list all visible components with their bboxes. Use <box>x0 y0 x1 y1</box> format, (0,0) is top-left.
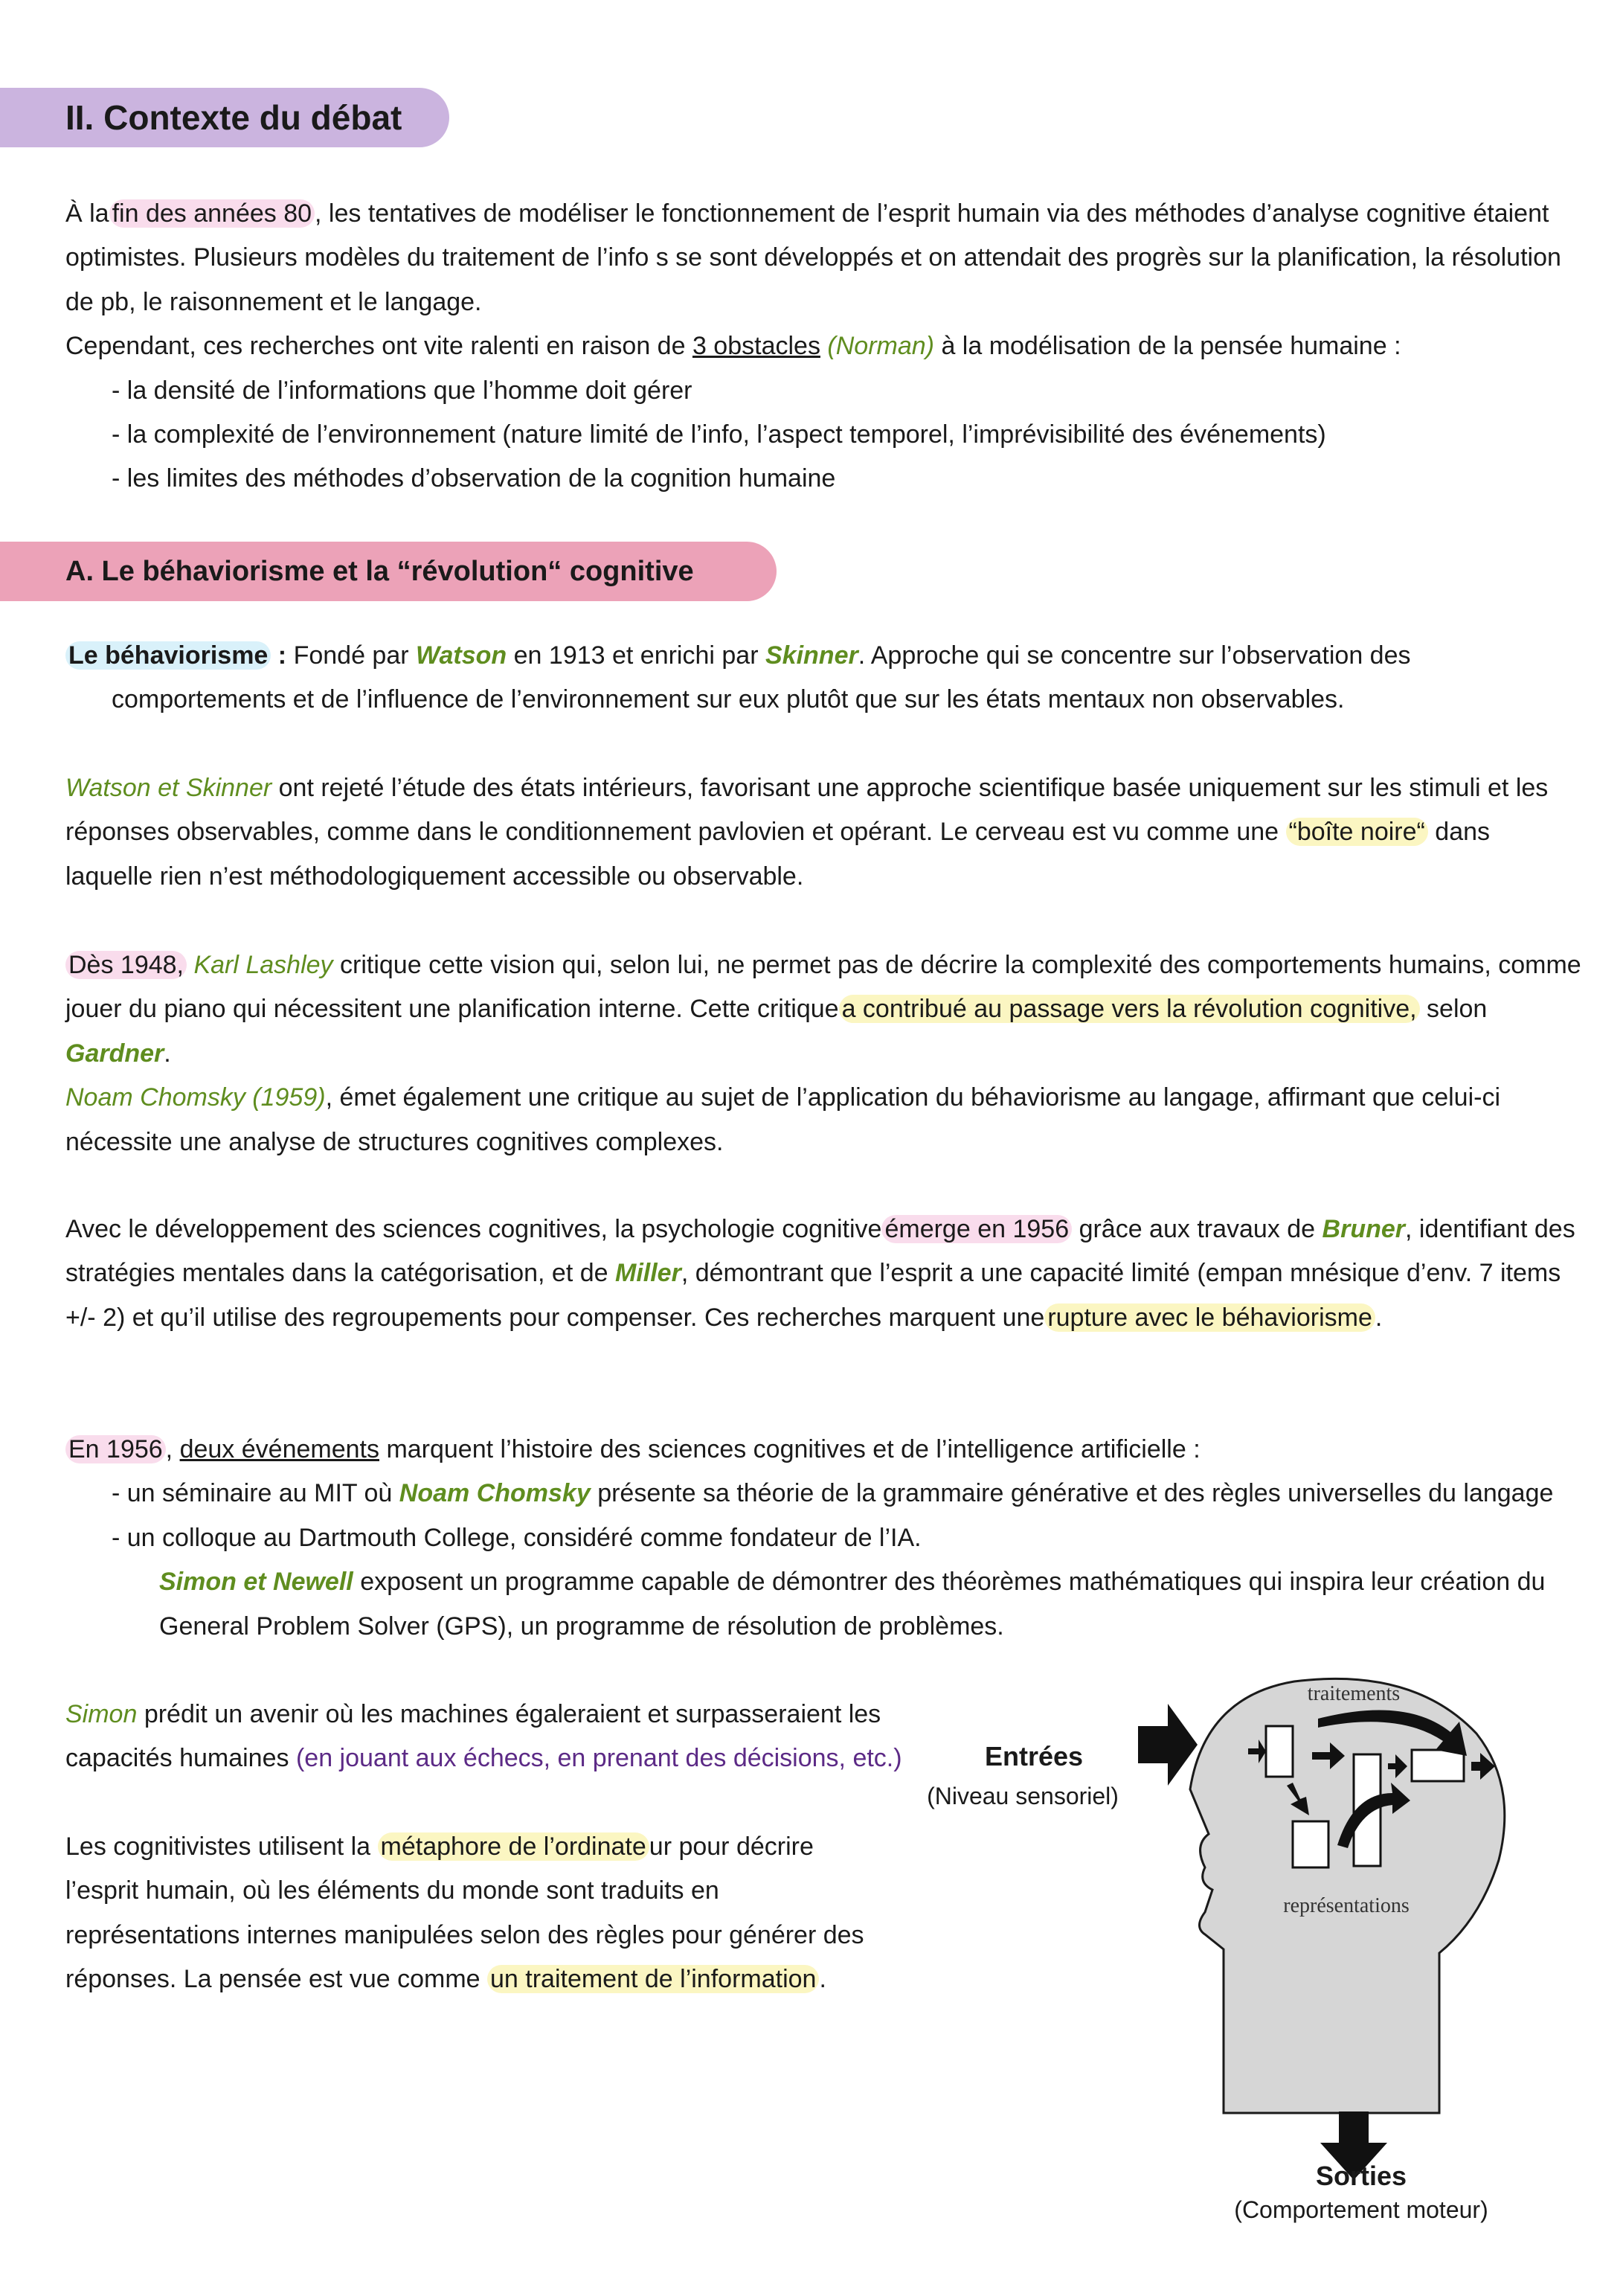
section-heading <box>0 88 449 147</box>
text: Fondé par <box>293 641 409 670</box>
text: , émet également une critique au sujet de l’application du béhaviorisme au langage, affirmant que celui-ci nécessite une analyse de structures cognitives complexes. <box>65 1083 1501 1156</box>
event-item: - un colloque au Dartmouth College, considéré comme fondateur de l’IA. <box>112 1523 922 1552</box>
outputs-sublabel: (Comportement moteur) <box>1234 2196 1488 2223</box>
metaphor-block <box>65 1825 876 2002</box>
text: ont rejeté l’étude des états intérieurs, favorisant une approche scientifique basée uniquement sur les stimuli et les réponses observables, comme dans le conditionnement pavlovien et opérant. Le cerveau est vu comme une <box>65 774 1549 847</box>
subsection-heading <box>0 542 777 601</box>
text: Cependant, ces recherches ont vite ralenti en raison de <box>65 332 686 361</box>
text: , les tentatives de modéliser le fonctionnement de l’esprit humain via des méthodes d’analyse cognitive étaient optimistes. Plusieurs modèles du traitement de l’info s se sont développés et on attendait des progrès sur la planification, la résolution de pb, le raisonnement et le langage. <box>65 199 1561 316</box>
text: exposent un programme capable de démontrer des théorèmes mathématiques qui inspira leur création du General Problem Solver (GPS), un programme de résolution de problèmes. <box>159 1568 1546 1641</box>
underlined-text: deux événements <box>179 1435 379 1463</box>
intro-paragraph <box>65 192 1583 324</box>
processing-label: traitements <box>1307 1682 1401 1705</box>
highlight-yellow: métaphore de l’ordinate <box>378 1832 649 1861</box>
watson-skinner-paragraph <box>65 766 1583 899</box>
author-ref: Watson <box>416 641 507 670</box>
obstacles-paragraph <box>65 324 1583 368</box>
text: critique cette vision qui, selon lui, ne permet pas de décrire la complexité des comportements humains, comme jouer du piano qui nécessitent une planification interne. Cette critique <box>65 951 1581 1024</box>
simon-block <box>65 1693 958 1781</box>
text: , démontrant que l’esprit a une capacité limité (empan mnésique d’env. 7 items +/- 2) et qu’il utilise des regroupements pour compenser. Ces recherches marquent une <box>65 1259 1561 1332</box>
representations-label: représentations <box>1283 1894 1410 1917</box>
author-ref: Noam Chomsky <box>399 1479 591 1508</box>
author-ref: Miller <box>615 1259 681 1288</box>
intro-block <box>65 192 1583 501</box>
text: , <box>165 1435 173 1463</box>
simon-paragraph <box>65 1693 958 1781</box>
chomsky-paragraph <box>65 1076 1583 1164</box>
examples-text: (en jouant aux échecs, en prenant des décisions, etc.) <box>295 1744 902 1773</box>
author-ref: Bruner <box>1322 1215 1406 1243</box>
representation-box <box>1412 1750 1464 1781</box>
input-arrow-icon <box>1138 1704 1198 1786</box>
lashley-paragraph <box>65 943 1583 1076</box>
text: À la <box>65 199 109 228</box>
text: prédit un avenir où les machines égaleraient et surpasseraient les capacités humaines <box>65 1700 881 1773</box>
events-intro <box>65 1428 1583 1472</box>
highlight-pink: En 1956 <box>65 1435 166 1463</box>
inputs-sublabel: (Niveau sensoriel) <box>927 1783 1119 1809</box>
author-ref: Simon et Newell <box>159 1568 353 1597</box>
text: . <box>819 1965 826 1994</box>
psycho-paragraph <box>65 1208 1583 1340</box>
bullet-item: - la complexité de l’environnement (nature limité de l’info, l’aspect temporel, l’imprévisibilité des événements) <box>112 420 1326 449</box>
events-block <box>65 1428 1583 1649</box>
event-item <box>65 1472 1583 1516</box>
text: - un séminaire au MIT où <box>112 1479 393 1508</box>
definition-term: Le béhaviorisme <box>65 641 271 670</box>
text: . <box>164 1039 171 1068</box>
author-ref: Simon <box>65 1700 138 1728</box>
text: présente sa théorie de la grammaire générative et des règles universelles du langage <box>597 1479 1554 1508</box>
author-ref: Noam Chomsky (1959) <box>65 1083 326 1112</box>
author-ref: Gardner <box>65 1039 164 1068</box>
subsection-title: A. Le béhaviorisme et la “révolution“ cognitive <box>65 555 694 587</box>
simon-newell-paragraph <box>65 1560 1583 1649</box>
author-ref: Watson et Skinner <box>65 774 272 802</box>
outputs-label: Sorties <box>1315 2161 1407 2191</box>
text: à la modélisation de la pensée humaine : <box>941 332 1401 361</box>
text: ur pour décrire l’esprit humain, où les éléments du monde sont traduits en représentations internes manipulées selon des règles pour générer des réponses. La pensée est vue comme <box>65 1832 864 1994</box>
highlight-pink: Dès 1948, <box>65 951 187 979</box>
text: dans laquelle rien n’est méthodologiquement accessible ou observable. <box>65 818 1491 891</box>
inputs-label: Entrées <box>984 1741 1084 1771</box>
highlight-pink: émerge en 1956 <box>881 1215 1072 1243</box>
text: selon <box>1427 995 1488 1024</box>
text: Avec le développement des sciences cognitives, la psychologie cognitive <box>65 1215 882 1243</box>
section-title: II. Contexte du débat <box>65 98 402 137</box>
psycho-block <box>65 1208 1583 1340</box>
representation-box <box>1266 1726 1293 1777</box>
author-ref: Skinner <box>765 641 858 670</box>
text: en 1913 et enrichi par <box>513 641 759 670</box>
behaviorism-block <box>65 634 1583 722</box>
text: Les cognitivistes utilisent la <box>65 1832 371 1861</box>
metaphor-paragraph <box>65 1825 876 2002</box>
text: : <box>277 641 287 670</box>
highlight-yellow: un traitement de l’information <box>487 1965 819 1993</box>
text: , identifiant des stratégies mentales dans la catégorisation, et de <box>65 1215 1575 1288</box>
highlight-yellow: “boîte noire“ <box>1286 818 1428 846</box>
text: . <box>1375 1303 1383 1332</box>
watson-skinner-block <box>65 766 1583 899</box>
highlight-yellow: a contribué au passage vers la révolution cognitive, <box>839 995 1420 1023</box>
text: marquent l’histoire des sciences cognitives et de l’intelligence artificielle : <box>386 1435 1201 1463</box>
head-diagram <box>1131 1667 1517 2187</box>
lashley-block <box>65 943 1583 1164</box>
behaviorism-definition <box>65 634 1583 722</box>
bullet-item: - la densité de l’informations que l’homme doit gérer <box>112 376 692 405</box>
underlined-text: 3 obstacles <box>692 332 820 361</box>
author-ref: (Norman) <box>827 332 934 361</box>
bullet-item: - les limites des méthodes d’observation de la cognition humaine <box>112 464 836 493</box>
highlight-pink: fin des années 80 <box>109 199 315 228</box>
author-ref: Karl Lashley <box>193 951 333 979</box>
representation-box <box>1293 1821 1328 1867</box>
text: . Approche qui se concentre sur l’observation des comportements et de l’influence de l’environnement sur eux plutôt que sur les états mentaux non observables. <box>112 641 1411 714</box>
text: grâce aux travaux de <box>1079 1215 1316 1243</box>
highlight-yellow: rupture avec le béhaviorisme <box>1044 1303 1375 1332</box>
